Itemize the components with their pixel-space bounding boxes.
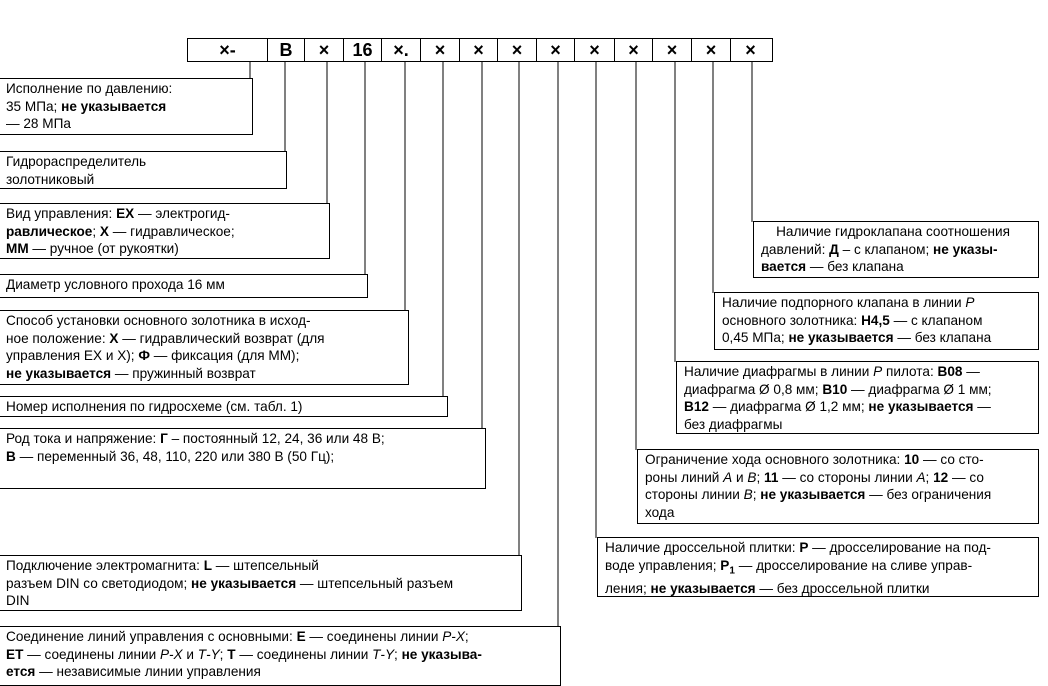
description-line bbox=[6, 646, 554, 664]
description-text: 10 bbox=[904, 452, 920, 467]
description-line bbox=[6, 575, 515, 593]
code-cell-valve-type: B bbox=[268, 39, 305, 61]
description-text: ММ bbox=[6, 241, 29, 256]
description-text: — bbox=[962, 364, 980, 379]
description-text: ления; bbox=[605, 580, 651, 596]
description-text: ется bbox=[6, 664, 36, 679]
ratio-valve-description bbox=[753, 221, 1039, 278]
code-cell-stroke-limit: × bbox=[615, 39, 653, 61]
description-text: разъем DIN со светодиодом; bbox=[6, 575, 192, 591]
description-text: Наличие дроссельной плитки: bbox=[605, 540, 800, 555]
description-line bbox=[6, 663, 554, 681]
diameter-description bbox=[0, 274, 368, 298]
description-text: — без клапана bbox=[893, 330, 992, 345]
description-text: ; bbox=[925, 469, 934, 485]
description-line bbox=[6, 312, 402, 330]
description-line bbox=[6, 448, 479, 466]
description-text: — электрогид- bbox=[134, 206, 230, 221]
description-text: Способ установки основного золотника в исход- bbox=[6, 313, 311, 328]
description-line bbox=[761, 258, 1032, 276]
scheme-number-description bbox=[0, 396, 448, 417]
description-text: вается bbox=[761, 259, 807, 274]
valve-type-description bbox=[0, 151, 287, 189]
description-text: А bbox=[916, 469, 926, 485]
description-text: Р-Х bbox=[442, 629, 465, 644]
description-text: — фиксация (для ММ); bbox=[149, 348, 300, 363]
description-line bbox=[645, 486, 1032, 504]
description-line bbox=[6, 398, 441, 416]
description-text: — без клапана bbox=[806, 259, 904, 274]
description-text: давлений: bbox=[761, 241, 830, 257]
description-text: 12 bbox=[933, 469, 949, 485]
description-text: — переменный 36, 48, 110, 220 или 380 В (50 Гц); bbox=[15, 448, 335, 464]
description-text: управления ЕХ и Х); bbox=[6, 348, 139, 363]
description-text: Род тока и напряжение: bbox=[6, 431, 161, 446]
description-text: Д bbox=[829, 241, 839, 257]
description-line bbox=[605, 557, 1032, 580]
code-cell-connector: × bbox=[498, 39, 537, 61]
description-line bbox=[645, 469, 1032, 487]
description-text: — пружинный возврат bbox=[111, 365, 256, 381]
description-text: ; bbox=[756, 469, 765, 485]
description-text: Е bbox=[296, 629, 306, 644]
description-text: золотниковый bbox=[6, 171, 95, 187]
description-text: диафрагма Ø 0,8 мм; bbox=[684, 381, 823, 397]
description-text: не указы- bbox=[933, 241, 998, 257]
description-text: не указывается bbox=[868, 399, 974, 414]
description-line bbox=[6, 171, 280, 189]
description-text: Р bbox=[965, 295, 975, 310]
description-line bbox=[684, 363, 1032, 381]
description-line bbox=[6, 276, 361, 294]
code-cell-ratio-valve: × bbox=[745, 39, 756, 60]
description-text: В bbox=[743, 487, 753, 502]
description-line bbox=[605, 539, 1032, 557]
description-text: Диаметр условного прохода 16 мм bbox=[6, 277, 225, 292]
description-text: – постоянный 12, 24, 36 или 48 В; bbox=[167, 431, 385, 446]
description-text: Н4,5 bbox=[861, 312, 890, 328]
description-line bbox=[6, 592, 515, 610]
code-cell-pressure: ×- bbox=[188, 39, 268, 61]
description-text: ; bbox=[464, 629, 469, 644]
description-text: ЕТ bbox=[6, 646, 24, 662]
description-text: — гидравлический возврат (для bbox=[118, 330, 325, 346]
description-line bbox=[605, 580, 1032, 597]
description-text: DIN bbox=[6, 593, 30, 608]
description-line bbox=[6, 205, 323, 223]
description-text: ЕХ bbox=[116, 206, 135, 221]
description-line bbox=[722, 329, 1032, 347]
description-text: — без дроссельной плитки bbox=[755, 580, 930, 596]
description-text: — соединены линии bbox=[305, 629, 443, 644]
description-text: — со сто- bbox=[919, 452, 984, 467]
description-text: — ручное (от рукоятки) bbox=[28, 241, 179, 256]
description-text: Соединение линий управления с основными: bbox=[6, 629, 297, 644]
description-text: — соединены линии bbox=[23, 646, 160, 662]
code-cell-current: × bbox=[460, 39, 498, 61]
description-text: — со bbox=[948, 469, 984, 485]
description-text: Т-Y bbox=[372, 646, 395, 662]
description-text: без диафрагмы bbox=[684, 416, 783, 432]
description-text: равлическое bbox=[6, 223, 93, 239]
description-text: Р bbox=[873, 364, 883, 379]
description-line bbox=[722, 312, 1032, 330]
description-text: не указывается bbox=[61, 98, 167, 114]
description-text: — со стороны линии bbox=[778, 469, 917, 485]
description-line bbox=[684, 381, 1032, 399]
description-text: — дросселирование на под- bbox=[808, 540, 991, 555]
description-text: Х bbox=[109, 330, 119, 346]
description-text: Ограничение хода основного золотника: bbox=[645, 452, 905, 467]
backpressure-valve-description bbox=[714, 292, 1039, 350]
description-text: Р bbox=[720, 557, 730, 573]
designation-code-row bbox=[187, 38, 773, 62]
description-text: Наличие подпорного клапана в линии bbox=[722, 295, 966, 310]
description-line bbox=[6, 115, 246, 133]
description-text: Т bbox=[227, 646, 236, 662]
description-text: 35 МПа; bbox=[6, 98, 62, 114]
description-text: — без ограничения bbox=[865, 487, 992, 502]
description-line bbox=[6, 330, 402, 348]
description-text: — гидравлическое; bbox=[109, 223, 235, 239]
pressure-description bbox=[0, 78, 253, 135]
description-text: 1 bbox=[729, 565, 735, 577]
description-text: Р bbox=[799, 540, 809, 555]
description-line bbox=[645, 504, 1032, 522]
description-text: Наличие диафрагмы в линии bbox=[684, 364, 874, 379]
throttle-plate-description bbox=[597, 537, 1039, 597]
description-text: — с клапаном bbox=[889, 312, 983, 328]
description-line bbox=[6, 98, 246, 116]
connector-description bbox=[0, 555, 522, 611]
description-text: ; bbox=[394, 646, 402, 662]
description-text: — соединены линии bbox=[235, 646, 373, 662]
code-cell-backpressure: × bbox=[692, 39, 731, 61]
code-cell-diaphragm: × bbox=[653, 39, 692, 61]
control-description bbox=[0, 203, 330, 259]
description-text: Вид управления: bbox=[6, 206, 117, 221]
description-text: и bbox=[182, 646, 198, 662]
description-text: не указывается bbox=[6, 365, 112, 381]
description-text: Т-Y bbox=[197, 646, 220, 662]
description-line bbox=[761, 223, 1032, 241]
code-cell-scheme: × bbox=[421, 39, 460, 61]
description-line bbox=[6, 430, 479, 448]
description-text: не указывается bbox=[760, 487, 866, 502]
description-text: Исполнение по давлению: bbox=[6, 81, 173, 96]
description-text: не указывается bbox=[650, 580, 756, 596]
description-text: воде управления; bbox=[605, 557, 721, 573]
description-text: — штепсельный разъем bbox=[296, 575, 454, 591]
description-text: В08 bbox=[937, 364, 963, 379]
description-text: ; bbox=[219, 646, 228, 662]
description-line bbox=[761, 241, 1032, 259]
description-text: стороны линии bbox=[645, 487, 744, 502]
description-text: Гидрораспределитель bbox=[6, 154, 147, 169]
description-text: Г bbox=[160, 431, 168, 446]
description-text: А bbox=[723, 469, 733, 485]
description-line bbox=[684, 416, 1032, 434]
description-text: Ф bbox=[138, 348, 150, 363]
description-line bbox=[6, 365, 402, 383]
description-line bbox=[6, 240, 323, 258]
description-text: – с клапаном; bbox=[838, 241, 934, 257]
description-text: Х bbox=[99, 223, 109, 239]
description-line bbox=[6, 557, 515, 575]
description-text: В bbox=[6, 448, 16, 464]
description-text: не указывается bbox=[788, 330, 894, 345]
code-cell-control-lines: × bbox=[537, 39, 575, 61]
description-text: роны линий bbox=[645, 469, 724, 485]
description-line bbox=[722, 294, 1032, 312]
code-cell-spool-mount: ×. bbox=[382, 39, 421, 61]
description-text: хода bbox=[645, 504, 675, 520]
code-cell-control: × bbox=[305, 39, 344, 61]
description-text: L bbox=[203, 558, 213, 573]
description-text: Р-Х bbox=[159, 646, 183, 662]
description-text: — диафрагма Ø 1 мм; bbox=[847, 381, 992, 397]
spool-mount-description bbox=[0, 310, 409, 385]
description-text: пилота: bbox=[882, 364, 938, 379]
description-text: Наличие гидроклапана соотношения bbox=[761, 224, 1010, 239]
code-cell-throttle: × bbox=[575, 39, 615, 61]
description-text: В12 bbox=[684, 399, 709, 414]
description-text: — диафрагма Ø 1,2 мм; bbox=[708, 399, 869, 414]
description-text: — bbox=[973, 399, 991, 414]
code-cell-diameter: 16 bbox=[344, 39, 382, 61]
description-line bbox=[6, 347, 402, 365]
description-text: 0,45 МПа; bbox=[722, 330, 789, 345]
current-voltage-description bbox=[0, 428, 486, 489]
description-text: и bbox=[732, 469, 748, 485]
description-text: В10 bbox=[822, 381, 848, 397]
description-line bbox=[6, 80, 246, 98]
description-text: — 28 МПа bbox=[6, 116, 71, 131]
description-text: Подключение электромагнита: bbox=[6, 558, 204, 573]
description-text: ное положение: bbox=[6, 330, 110, 346]
description-line bbox=[6, 223, 323, 241]
description-text: ; bbox=[92, 223, 100, 239]
description-text: В bbox=[747, 469, 757, 485]
description-text: — штепсельный bbox=[212, 558, 319, 573]
control-lines-description bbox=[0, 626, 561, 686]
description-text: не указыва- bbox=[401, 646, 482, 662]
description-line bbox=[684, 398, 1032, 416]
description-text: 11 bbox=[764, 469, 779, 485]
description-text: основного золотника: bbox=[722, 312, 862, 328]
description-text: — независимые линии управления bbox=[35, 664, 261, 679]
description-text: ; bbox=[752, 487, 761, 502]
description-line bbox=[6, 153, 280, 171]
description-text: Номер исполнения по гидросхеме (см. табл. 1) bbox=[6, 399, 303, 414]
description-line bbox=[645, 451, 1032, 469]
stroke-limit-description bbox=[637, 449, 1039, 524]
description-line bbox=[6, 628, 554, 646]
diaphragm-description bbox=[676, 361, 1039, 434]
description-text: не указывается bbox=[191, 575, 297, 591]
description-text: — дросселирование на сливе управ- bbox=[734, 557, 973, 573]
